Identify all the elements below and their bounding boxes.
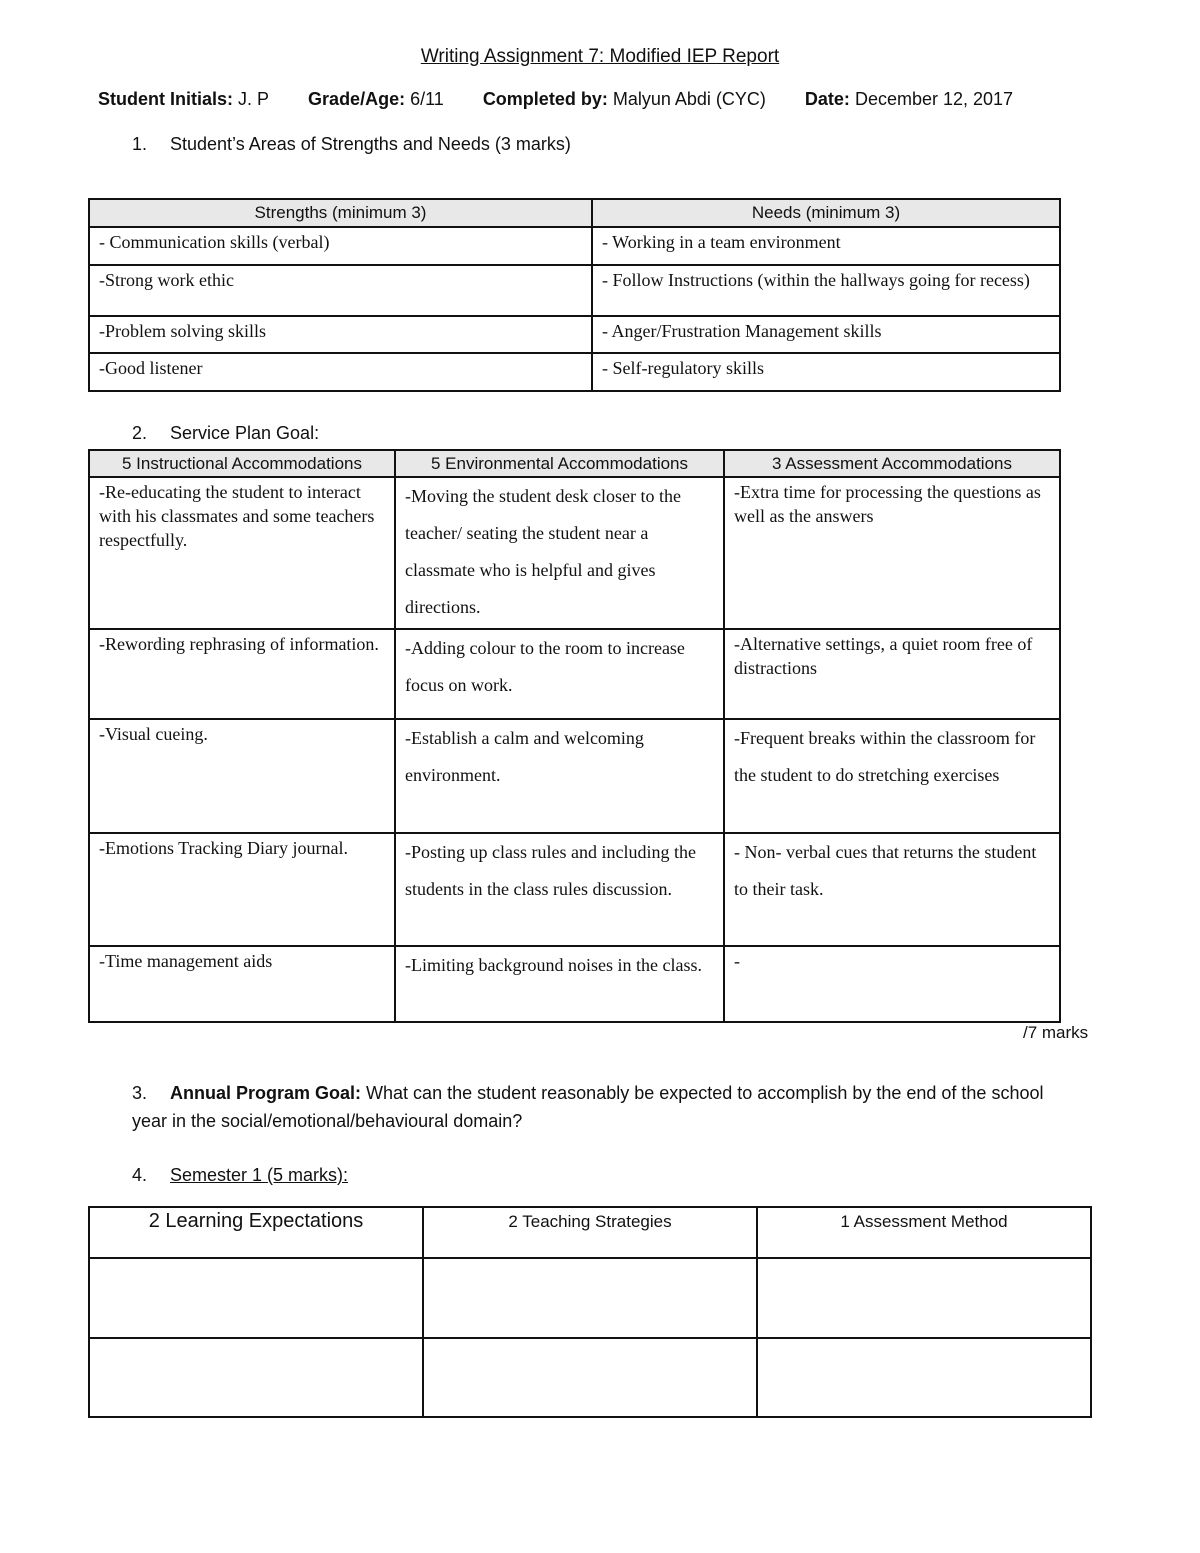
need-cell: - Working in a team environment <box>592 227 1060 265</box>
assessment-cell: -Frequent breaks within the classroom for the student to do stretching exercises <box>724 719 1060 833</box>
environmental-cell: -Limiting background noises in the class. <box>395 946 724 1022</box>
assessment-header: 3 Assessment Accommodations <box>724 450 1060 477</box>
section2-number: 2. <box>132 423 148 443</box>
completed-value: Malyun Abdi (CYC) <box>612 89 766 109</box>
strengths-header: Strengths (minimum 3) <box>89 199 592 227</box>
table-row <box>89 316 1060 353</box>
table-row <box>89 629 1060 719</box>
section2-title: Service Plan Goal: <box>170 423 320 443</box>
table-row <box>89 719 1060 833</box>
needs-header: Needs (minimum 3) <box>592 199 1060 227</box>
section2-heading <box>132 423 319 444</box>
date-label: Date: <box>804 89 850 109</box>
date-value: December 12, 2017 <box>854 89 1014 109</box>
page-title: Writing Assignment 7: Modified IEP Report <box>420 46 780 67</box>
strength-cell: -Strong work ethic <box>89 265 592 316</box>
instructional-cell: -Re-educating the student to interact with his classmates and some teachers respectfully. <box>89 477 395 629</box>
section4-heading <box>132 1165 348 1186</box>
strength-cell: -Problem solving skills <box>89 316 592 353</box>
semester-table <box>88 1206 1092 1418</box>
environmental-cell: -Posting up class rules and including the students in the class rules discussion. <box>395 833 724 946</box>
section4-number: 4. <box>132 1165 148 1185</box>
assessment-method-cell[interactable] <box>757 1258 1091 1338</box>
section3-block <box>132 1079 1062 1135</box>
teaching-strategy-cell[interactable] <box>423 1258 757 1338</box>
teaching-strategy-cell[interactable] <box>423 1338 757 1417</box>
strength-cell: - Communication skills (verbal) <box>89 227 592 265</box>
completed-label: Completed by: <box>482 89 608 109</box>
section1-number: 1. <box>132 134 148 154</box>
environmental-cell: -Adding colour to the room to increase focus on work. <box>395 629 724 719</box>
strength-cell: -Good listener <box>89 353 592 391</box>
section3-label: Annual Program Goal: <box>170 1083 362 1103</box>
instructional-cell: -Emotions Tracking Diary journal. <box>89 833 395 946</box>
learning-expectation-cell[interactable] <box>89 1338 423 1417</box>
instructional-cell: -Visual cueing. <box>89 719 395 833</box>
section3-number: 3. <box>132 1083 148 1103</box>
instructional-cell: -Time management aids <box>89 946 395 1022</box>
need-cell: - Anger/Frustration Management skills <box>592 316 1060 353</box>
need-cell: - Follow Instructions (within the hallways going for recess) <box>592 265 1060 316</box>
instructional-cell: -Rewording rephrasing of information. <box>89 629 395 719</box>
need-cell: - Self-regulatory skills <box>592 353 1060 391</box>
section4-title: Semester 1 (5 marks): <box>170 1165 349 1185</box>
section1-title: Student’s Areas of Strengths and Needs (3 marks) <box>170 134 571 154</box>
instructional-header: 5 Instructional Accommodations <box>89 450 395 477</box>
service-plan-table <box>88 449 1061 1023</box>
section1-heading <box>132 134 571 155</box>
environmental-cell: -Establish a calm and welcoming environment. <box>395 719 724 833</box>
table-row <box>89 833 1060 946</box>
assessment-method-cell[interactable] <box>757 1338 1091 1417</box>
initials-value: J. P <box>238 89 270 109</box>
assessment-cell: -Alternative settings, a quiet room free of distractions <box>724 629 1060 719</box>
table-row <box>89 946 1060 1022</box>
table-row <box>89 477 1060 629</box>
grade-label: Grade/Age: <box>308 89 406 109</box>
table-row <box>89 265 1060 316</box>
learning-expectation-cell[interactable] <box>89 1258 423 1338</box>
table-row <box>89 227 1060 265</box>
student-info-line <box>98 89 1013 110</box>
table-row <box>89 353 1060 391</box>
strengths-needs-table <box>88 198 1061 392</box>
assessment-cell: - Non- verbal cues that returns the student to their task. <box>724 833 1060 946</box>
initials-label: Student Initials: <box>98 89 233 109</box>
environmental-header: 5 Environmental Accommodations <box>395 450 724 477</box>
section3-text: What can the student reasonably be expected to accomplish by the end of the school year in the social/emotional/behavioural domain? <box>132 1083 1044 1131</box>
grade-value: 6/11 <box>410 89 444 109</box>
assessment-cell: - <box>724 946 1060 1022</box>
learning-expectations-header: 2 Learning Expectations <box>89 1207 423 1258</box>
table-row <box>89 1338 1091 1417</box>
assessment-cell: -Extra time for processing the questions as well as the answers <box>724 477 1060 629</box>
section2-marks: /7 marks <box>1023 1023 1089 1042</box>
assessment-method-header: 1 Assessment Method <box>757 1207 1091 1258</box>
table-row <box>89 1258 1091 1338</box>
teaching-strategies-header: 2 Teaching Strategies <box>423 1207 757 1258</box>
environmental-cell: -Moving the student desk closer to the teacher/ seating the student near a classmate who is helpful and gives directions. <box>395 477 724 629</box>
